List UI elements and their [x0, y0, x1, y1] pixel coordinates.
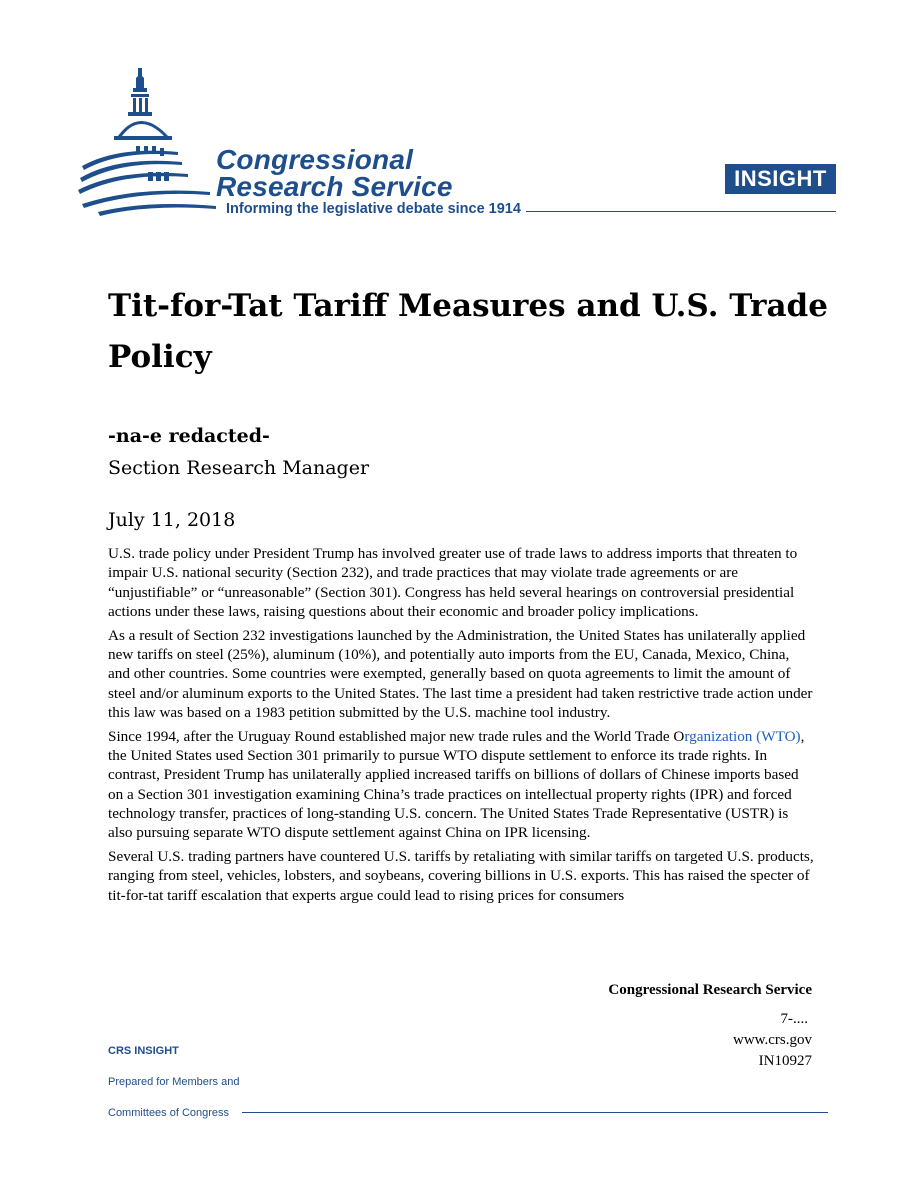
tagline: Informing the legislative debate since 1914	[226, 201, 521, 217]
paragraph-4: Several U.S. trading partners have countered U.S. tariffs by retaliating with similar tariffs on targeted U.S. products, ranging from steel, vehicles, lobsters, and soybeans, covering billions in U.S. exports. This has raised the specter of tit-for-tat tariff escalation that experts argue could lead to rising prices for consumers	[108, 847, 814, 904]
paragraph-3	[108, 727, 814, 843]
title-line1: Tit-for-Tat Tariff Measures and U.S. Trade	[108, 288, 828, 324]
org-name-line2: Research Service	[216, 171, 453, 202]
publication-date: July 11, 2018	[108, 509, 236, 531]
capitol-dome-logo	[78, 62, 218, 217]
prepared-line1: Prepared for Members and	[108, 1076, 240, 1088]
paragraph-1: U.S. trade policy under President Trump has involved greater use of trade laws to address imports that threaten to impair U.S. national security (Section 232), and trade practices that may violate trade agreements or are “unjustifiable” or “unreasonable” (Section 301). Congress has held several hearings on controversial presidential actions under these laws, raising questions about their economic and broader policy implications.	[108, 545, 798, 620]
paragraph-2: As a result of Section 232 investigations launched by the Administration, the United States has unilaterally applied new tariffs on steel (25%), aluminum (10%), and potentially auto imports from the EU, Canada, Mexico, China, and other countries. Some countries were exempted, generally based on quota agreements to limit the amount of steel and/or aluminum exports to the United States. The last time a president had taken restrictive trade action under this law was based on a 1983 petition submitted by the U.S. machine tool industry.	[108, 626, 813, 721]
footer-rule	[242, 1112, 828, 1113]
org-name-line1: Congressional	[216, 144, 414, 175]
wto-link[interactable]: rganization (WTO)	[684, 727, 801, 745]
title-line2: Policy	[108, 339, 212, 375]
footer-phone: 7-....	[780, 1011, 808, 1027]
footer-report-id: IN10927	[758, 1053, 812, 1069]
header-rule	[526, 211, 836, 212]
insight-badge: INSIGHT	[725, 164, 836, 194]
author-role: Section Research Manager	[108, 457, 370, 479]
crs-insight-label: CRS INSIGHT	[108, 1045, 179, 1057]
paragraph-3-text-end: , the United States used Section 301 primarily to pursue WTO dispute settlement to enforce its trade rights. In contrast, President Trump has unilaterally applied increased tariffs on billions of dollars of Chinese imports based on a Section 301 investigation examining China’s trade practices on intellectual property rights (IPR) and forced technology transfer, practices of long-standing U.S. concern. The United States Trade Representative (USTR) is also pursuing separate WTO dispute settlement against China on IPR licensing.	[108, 727, 805, 842]
body-text	[108, 544, 814, 909]
footer-website: www.crs.gov	[732, 1032, 812, 1048]
footer-org: Congressional Research Service	[608, 982, 812, 998]
prepared-line2: Committees of Congress	[108, 1107, 230, 1119]
paragraph-3-text-start: Since 1994, after the Uruguay Round established major new trade rules and the World Trade O	[108, 727, 685, 745]
footer-contact	[608, 980, 812, 1072]
author-name: -na-e redacted-	[108, 425, 270, 447]
